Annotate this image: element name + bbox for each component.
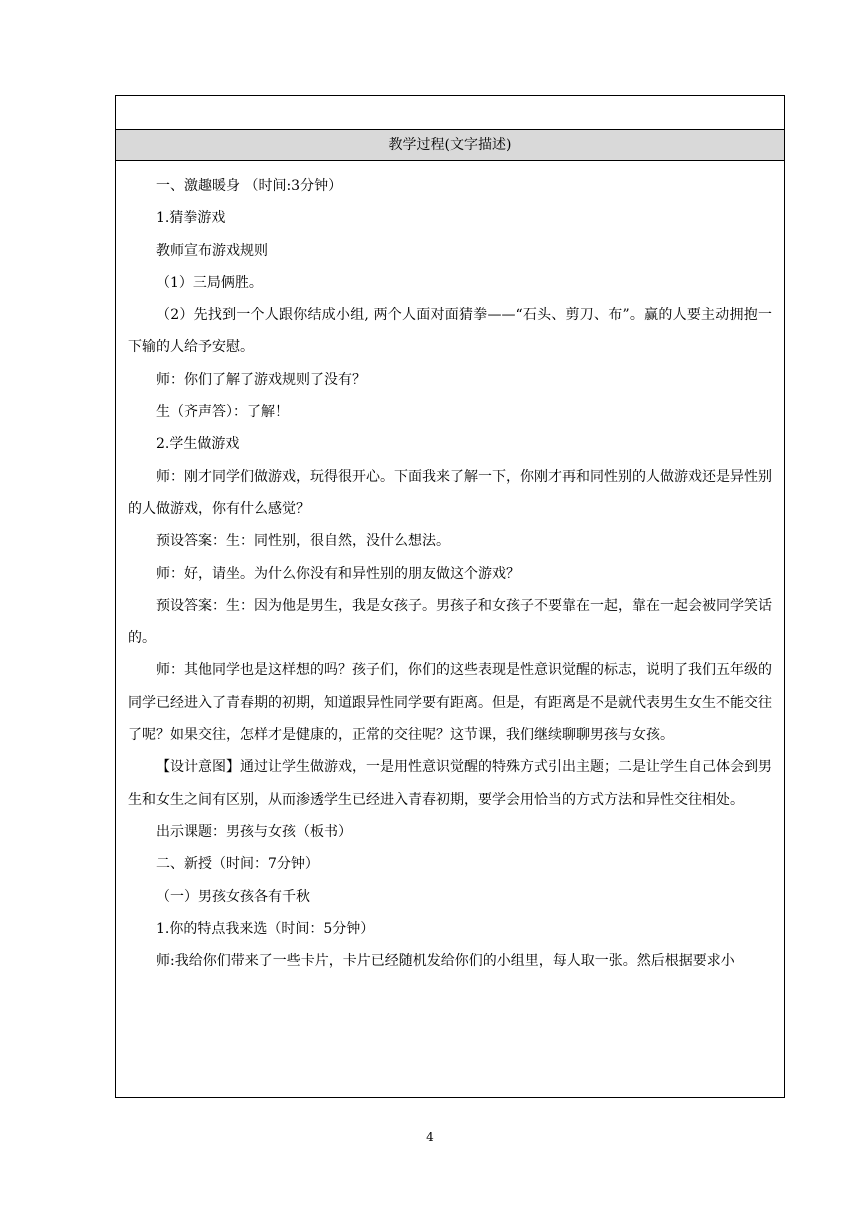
paragraph: 2.学生做游戏 [156,436,240,453]
paragraph: 师：刚才同学们做游戏，玩得很开心。下面我来了解一下，你刚才再和同性别的人做游戏还是异性别的人做游戏，你有什么感觉？ [128,468,772,517]
paragraph: 教师宣布游戏规则 [156,242,268,259]
paragraph: （2）先找到一个人跟你结成小组, 两个人面对面猜拳——“石头、剪刀、布”。赢的人要主动拥抱一下输的人给予安慰。 [128,307,772,356]
table-header: 教学过程(文字描述) [116,130,784,161]
paragraph: 师：其他同学也是这样想的吗？孩子们，你们的这些表现是性意识觉醒的标志，说明了我们五年级的同学已经进入了青春期的初期，知道跟异性同学要有距离。但是，有距离是不是就代表男生女生不能交往了呢？如果交往，怎样才是健康的，正常的交往呢？这节课，我们继续聊聊男孩与女孩。 [128,662,772,744]
paragraph: 出示课题：男孩与女孩（板书） [156,823,352,840]
paragraph: 预设答案：生：同性别，很自然，没什么想法。 [156,533,450,550]
paragraph: 预设答案：生：因为他是男生，我是女孩子。男孩子和女孩子不要靠在一起，靠在一起会被同学笑话的。 [128,597,772,647]
blank-table-row [116,96,784,130]
paragraph: 1.你的特点我来选（时间：5分钟） [156,920,375,937]
paragraph: 师：好，请坐。为什么你没有和异性别的朋友做这个游戏？ [156,565,520,582]
paragraph: 一、激趣暖身 （时间:3分钟） [156,178,343,194]
paragraph: 二、新授（时间：7分钟） [156,856,319,873]
paragraph: 【设计意图】通过让学生做游戏，一是用性意识觉醒的特殊方式引出主题；二是让学生自己体会到男生和女生之间有区别，从而渗透学生已经进入青春初期，要学会用恰当的方式方法和异性交往相处。 [128,759,772,808]
paragraph: 生（齐声答）：了解！ [156,404,289,421]
paragraph: 1.猜拳游戏 [156,210,226,227]
paragraph: （一）男孩女孩各有千秋 [156,888,310,905]
page-number: 4 [426,1130,434,1144]
paragraph: 师:我给你们带来了一些卡片，卡片已经随机发给你们的小组里，每人取一张。然后根据要求小 [156,953,735,970]
paragraph: 师：你们了解了游戏规则了没有？ [156,371,366,388]
lesson-content [116,161,784,977]
paragraph: （1）三局俩胜。 [156,274,263,291]
lesson-table [115,95,785,1098]
